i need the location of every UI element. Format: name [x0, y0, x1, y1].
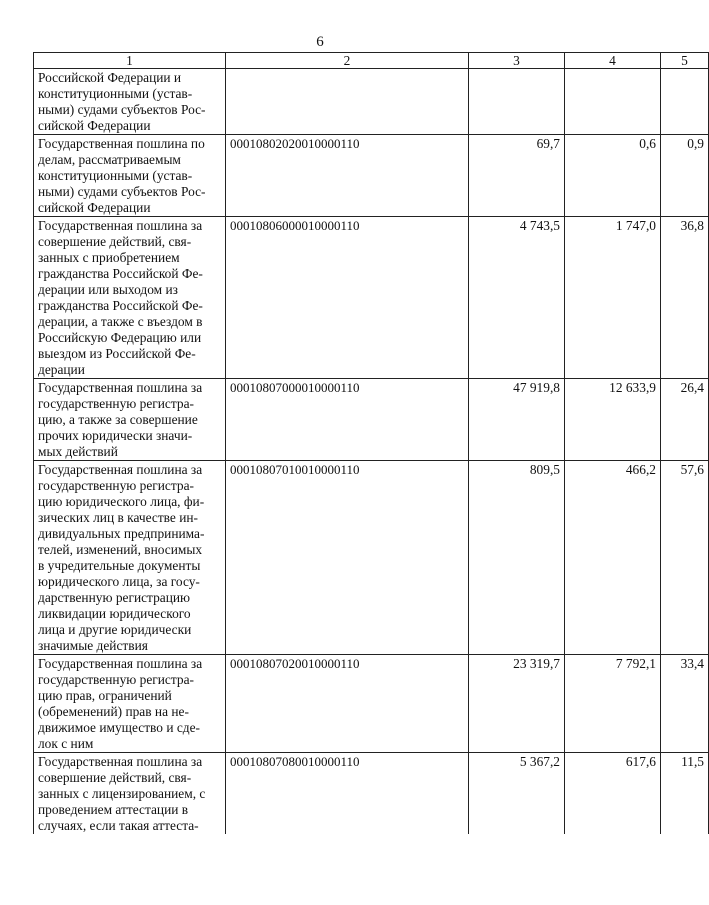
percent-col5-cell: 33,4	[661, 655, 709, 753]
revenue-name-cell	[34, 655, 226, 753]
revenue-name-line: дерации, а также с въездом в	[38, 314, 203, 329]
revenue-name-cell	[34, 379, 226, 461]
revenue-name-line: делам, рассматриваемым	[38, 152, 181, 167]
table-row	[34, 655, 709, 753]
revenue-name-line: государственную регистра-	[38, 672, 194, 687]
value-col3-cell: 809,5	[469, 461, 565, 655]
revenue-name-line: зических лиц в качестве ин-	[38, 510, 199, 525]
revenue-name-line: конституционными (устав-	[38, 168, 193, 183]
revenue-name-line: движимое имущество и сде-	[38, 720, 201, 735]
table-row	[34, 69, 709, 135]
revenue-name-cell	[34, 217, 226, 379]
revenue-name-line: случаях, если такая аттеста-	[38, 818, 199, 833]
budget-code-cell: 00010807000010000110	[226, 379, 469, 461]
revenue-name-cell	[34, 461, 226, 655]
revenue-name-line: занных с приобретением	[38, 250, 180, 265]
header-col-5: 5	[661, 53, 709, 69]
revenue-name-line: прочих юридически значи-	[38, 428, 193, 443]
revenue-name-line: гражданства Российской Фе-	[38, 298, 203, 313]
revenue-name-line: сийской Федерации	[38, 118, 151, 133]
value-col4-cell	[565, 69, 661, 135]
percent-col5-cell: 11,5	[661, 753, 709, 835]
value-col3-cell: 47 919,8	[469, 379, 565, 461]
revenue-name-line: Российской Федерации и	[38, 70, 182, 85]
revenue-name-line: (обременений) прав на не-	[38, 704, 189, 719]
value-col4-cell: 617,6	[565, 753, 661, 835]
header-row	[34, 53, 709, 69]
revenue-name-line: дерации	[38, 362, 85, 377]
header-col-4: 4	[565, 53, 661, 69]
revenue-name-line: ными) судами субъектов Рос-	[38, 184, 206, 199]
revenue-name-line: выездом из Российской Фе-	[38, 346, 196, 361]
table-row	[34, 753, 709, 835]
value-col3-cell: 4 743,5	[469, 217, 565, 379]
revenue-name-cell	[34, 69, 226, 135]
value-col3-cell: 23 319,7	[469, 655, 565, 753]
budget-code-cell: 00010807010010000110	[226, 461, 469, 655]
value-col4-cell: 466,2	[565, 461, 661, 655]
revenue-name-line: Государственная пошлина за	[38, 462, 203, 477]
table-row	[34, 461, 709, 655]
value-col3-cell	[469, 69, 565, 135]
value-col4-cell: 1 747,0	[565, 217, 661, 379]
revenue-name-line: конституционными (устав-	[38, 86, 193, 101]
revenue-name-line: ликвидации юридического	[38, 606, 191, 621]
percent-col5-cell: 0,9	[661, 135, 709, 217]
revenue-name-line: цию прав, ограничений	[38, 688, 172, 703]
budget-code-cell	[226, 69, 469, 135]
header-col-1: 1	[34, 53, 226, 69]
revenue-name-line: сийской Федерации	[38, 200, 151, 215]
revenue-name-cell	[34, 135, 226, 217]
revenue-name-line: государственную регистра-	[38, 478, 194, 493]
revenue-name-line: дивидуальных предпринима-	[38, 526, 205, 541]
header-col-3: 3	[469, 53, 565, 69]
revenue-name-line: в учредительные документы	[38, 558, 201, 573]
revenue-name-line: совершение действий, свя-	[38, 234, 192, 249]
table-row	[34, 217, 709, 379]
value-col4-cell: 12 633,9	[565, 379, 661, 461]
value-col3-cell: 5 367,2	[469, 753, 565, 835]
page-number: 6	[316, 34, 324, 50]
revenue-name-line: проведением аттестации в	[38, 802, 189, 817]
revenue-name-line: телей, изменений, вносимых	[38, 542, 203, 557]
revenue-name-line: государственную регистра-	[38, 396, 194, 411]
value-col4-cell: 7 792,1	[565, 655, 661, 753]
revenue-name-line: дерации или выходом из	[38, 282, 178, 297]
revenue-name-line: цию юридического лица, фи-	[38, 494, 205, 509]
budget-table	[33, 52, 709, 834]
table-row	[34, 379, 709, 461]
revenue-name-line: лок с ним	[38, 736, 94, 751]
revenue-name-line: лица и другие юридически	[38, 622, 192, 637]
revenue-name-line: занных с лицензированием, с	[38, 786, 206, 801]
percent-col5-cell: 36,8	[661, 217, 709, 379]
revenue-name-line: Государственная пошлина за	[38, 656, 203, 671]
revenue-name-line: дарственную регистрацию	[38, 590, 191, 605]
value-col3-cell: 69,7	[469, 135, 565, 217]
revenue-name-line: Государственная пошлина за	[38, 380, 203, 395]
revenue-name-line: Государственная пошлина за	[38, 754, 203, 769]
revenue-name-line: юридического лица, за госу-	[38, 574, 200, 589]
revenue-name-line: значимые действия	[38, 638, 148, 653]
percent-col5-cell	[661, 69, 709, 135]
revenue-name-line: цию, а также за совершение	[38, 412, 198, 427]
revenue-name-line: Российскую Федерацию или	[38, 330, 202, 345]
revenue-name-line: ными) судами субъектов Рос-	[38, 102, 206, 117]
revenue-name-line: совершение действий, свя-	[38, 770, 192, 785]
revenue-name-line: Государственная пошлина по	[38, 136, 205, 151]
header-col-2: 2	[226, 53, 469, 69]
budget-code-cell: 00010807080010000110	[226, 753, 469, 835]
revenue-name-line: гражданства Российской Фе-	[38, 266, 203, 281]
revenue-name-cell	[34, 753, 226, 835]
table-row	[34, 135, 709, 217]
percent-col5-cell: 57,6	[661, 461, 709, 655]
budget-code-cell: 00010807020010000110	[226, 655, 469, 753]
revenue-name-line: Государственная пошлина за	[38, 218, 203, 233]
budget-code-cell: 00010802020010000110	[226, 135, 469, 217]
percent-col5-cell: 26,4	[661, 379, 709, 461]
budget-code-cell: 00010806000010000110	[226, 217, 469, 379]
revenue-name-line: мых действий	[38, 444, 118, 459]
value-col4-cell: 0,6	[565, 135, 661, 217]
